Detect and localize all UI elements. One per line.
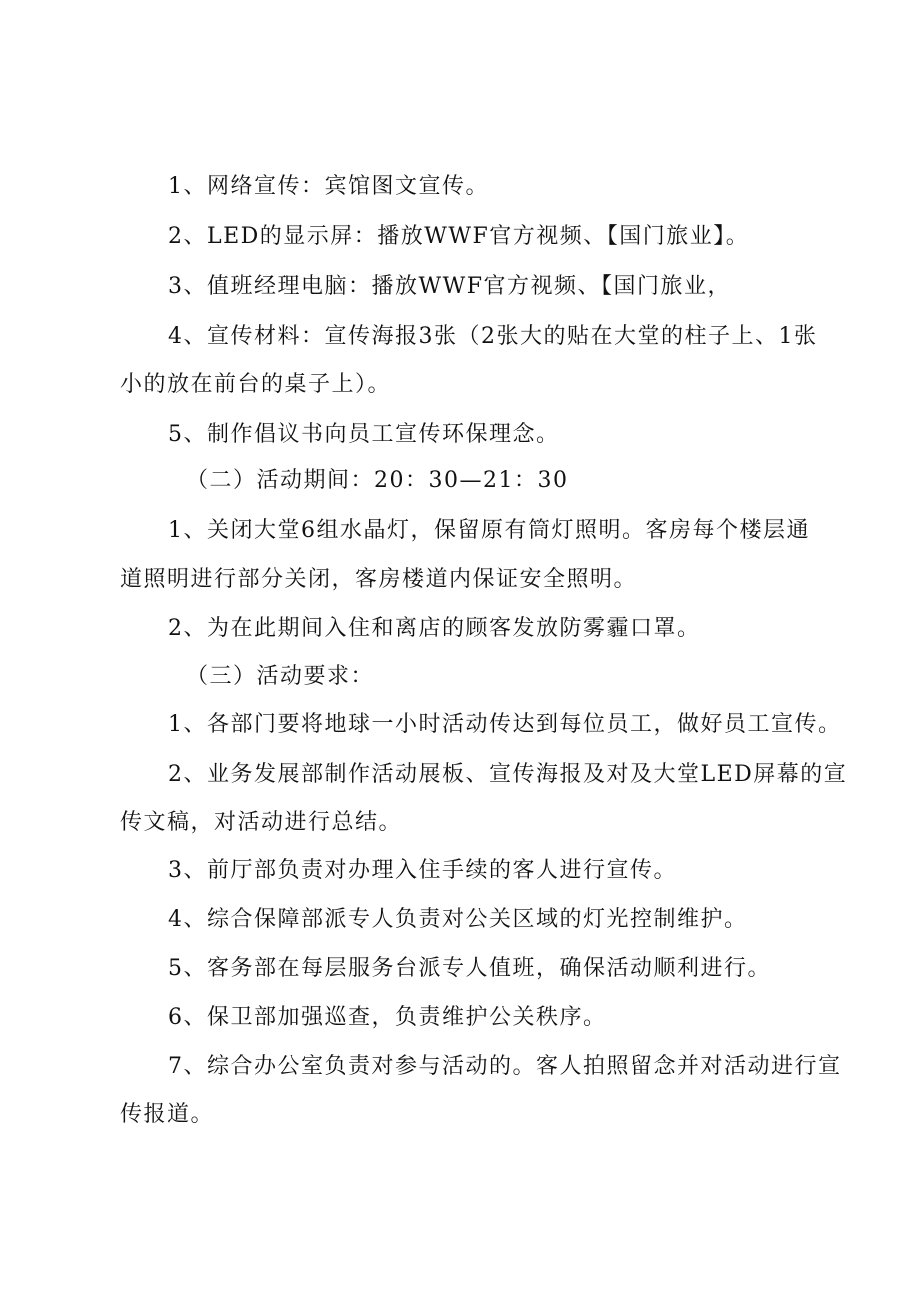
- paragraph-line: 3、前厅部负责对办理入住手续的客人进行宣传。: [168, 858, 677, 883]
- paragraph-line: 6、保卫部加强巡查，负责维护公关秩序。: [168, 1005, 607, 1030]
- paragraph-line: 5、制作倡议书向员工宣传环保理念。: [168, 422, 560, 447]
- paragraph-line: 2、业务发展部制作活动展板、宣传海报及对及大堂LED屏幕的宣: [168, 762, 848, 787]
- paragraph-line: 1、关闭大堂6组水晶灯，保留原有筒灯照明。客房每个楼层通: [168, 518, 810, 543]
- paragraph-line: 道照明进行部分关闭，客房楼道内保证安全照明。: [120, 567, 638, 592]
- paragraph-line: 7、综合办公室负责对参与活动的。客人拍照留念并对活动进行宣: [168, 1054, 842, 1079]
- paragraph-line: 2、为在此期间入住和离店的顾客发放防雾霾口罩。: [168, 616, 701, 641]
- paragraph-line: 3、值班经理电脑：播放WWF官方视频、【国门旅业，: [168, 274, 731, 299]
- paragraph-line: 5、客务部在每层服务台派专人值班，确保活动顺利进行。: [168, 956, 771, 981]
- paragraph-line: 1、网络宣传：宾馆图文宣传。: [168, 174, 489, 199]
- paragraph-line: 1、各部门要将地球一小时活动传达到每位员工，做好员工宣传。: [168, 712, 842, 737]
- paragraph-line: 传报道。: [120, 1102, 215, 1127]
- section-heading: （二）活动期间：20：30—21：30: [186, 468, 569, 493]
- paragraph-line: 4、综合保障部派专人负责对公关区域的灯光控制维护。: [168, 907, 748, 932]
- section-heading: （三）活动要求：: [186, 664, 375, 689]
- paragraph-line: 2、LED的显示屏：播放WWF官方视频、【国门旅业】。: [168, 224, 750, 249]
- paragraph-line: 小的放在前台的桌子上）。: [120, 372, 392, 397]
- paragraph-line: 传文稿，对活动进行总结。: [120, 810, 403, 835]
- paragraph-line: 4、宣传材料：宣传海报3张（2张大的贴在大堂的柱子上、1张: [168, 324, 818, 349]
